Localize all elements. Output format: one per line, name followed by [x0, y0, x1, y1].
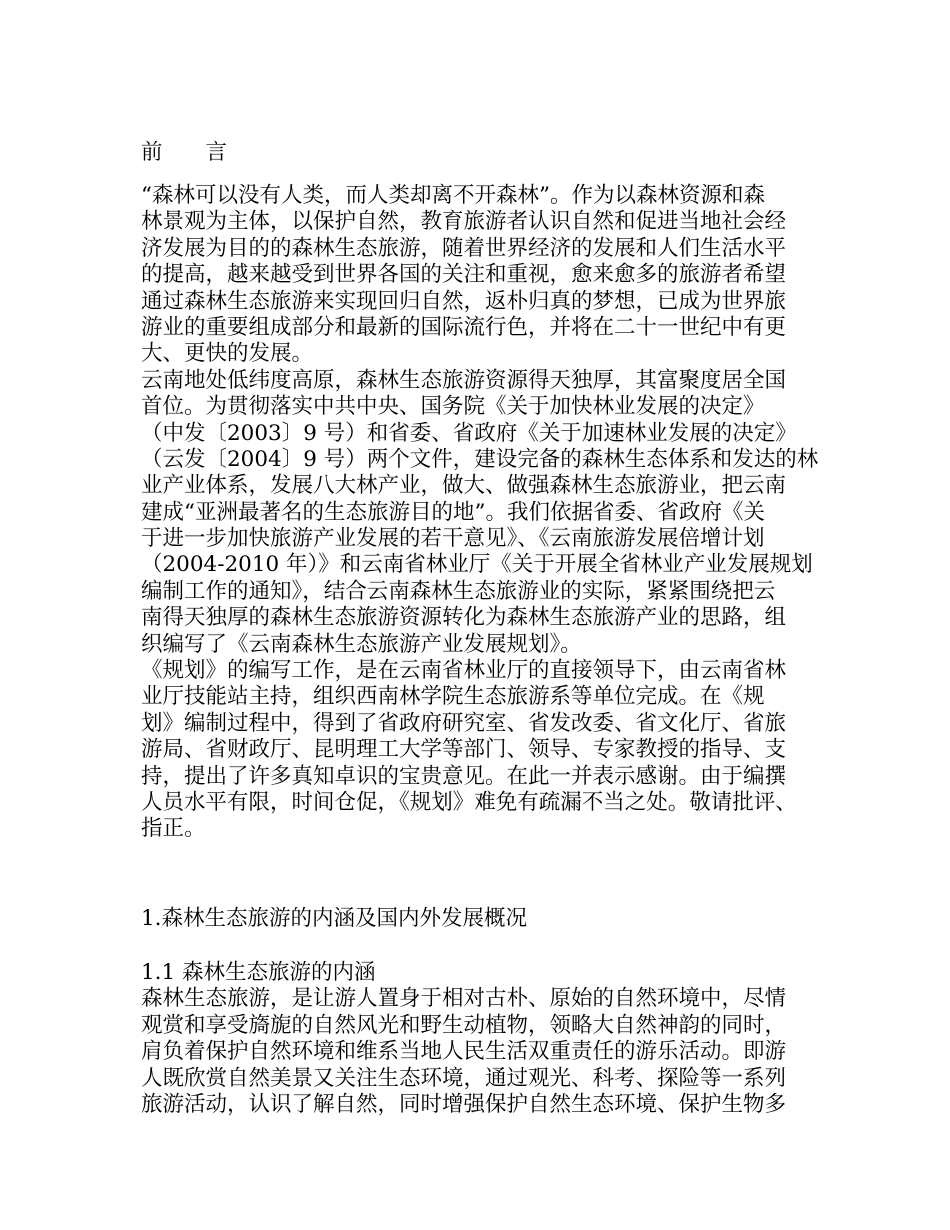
text-line: 人员水平有限，时间仓促，《规划》难免有疏漏不当之处。敬请批评、 — [141, 789, 797, 815]
text-line: 业厅技能站主持，组织西南林学院生态旅游系等单位完成。在《规 — [141, 684, 765, 710]
text-line: 南得天独厚的森林生态旅游资源转化为森林生态旅游产业的思路，组 — [141, 605, 787, 631]
text-line: 持，提出了许多真知卓识的宝贵意见。在此一并表示感谢。由于编撰 — [141, 763, 787, 789]
subsection-title: 1.1 森林生态旅游的内涵 — [141, 960, 376, 985]
text-line: 划》编制过程中，得到了省政府研究室、省发改委、省文化厅、省旅 — [141, 710, 787, 736]
text-line: 织编写了《云南森林生态旅游产业发展规划》。 — [141, 631, 582, 657]
preface-body — [141, 183, 831, 843]
text-line: 游业的重要组成部分和最新的国际流行色，并将在二十一世纪中有更 — [141, 314, 787, 340]
text-line: 观赏和享受旖旎的自然风光和野生动植物，领略大自然神韵的同时， — [141, 1012, 787, 1038]
section-title: 1.森林生态旅游的内涵及国内外发展概况 — [141, 906, 528, 931]
text-line: （云发〔2004〕9 号）两个文件，建设完备的森林生态体系和发达的林 — [141, 446, 819, 472]
subsection-block — [141, 960, 831, 1118]
text-line: 游局、省财政厅、昆明理工大学等部门、领导、专家教授的指导、支 — [141, 737, 787, 763]
text-line: 首位。为贯彻落实中共中央、国务院《关于加快林业发展的决定》 — [141, 394, 765, 420]
text-line: 云南地处低纬度高原，森林生态旅游资源得天独厚，其富聚度居全国 — [141, 367, 787, 393]
text-line: 建成“亚洲最著名的生态旅游目的地”。我们依据省委、省政府《关 — [141, 499, 765, 525]
text-line: 人既欣赏自然美景又关注生态环境，通过观光、科考、探险等一系列 — [141, 1065, 787, 1091]
preface-title: 前 言 — [141, 140, 228, 165]
text-line: 业产业体系，发展八大林产业，做大、做强森林生态旅游业，把云南 — [141, 473, 787, 499]
text-line: “森林可以没有人类，而人类却离不开森林”。作为以森林资源和森 — [141, 183, 765, 208]
text-line: 肩负着保护自然环境和维系当地人民生活双重责任的游乐活动。即游 — [141, 1039, 787, 1065]
text-line: 《规划》的编写工作，是在云南省林业厅的直接领导下，由云南省林 — [141, 658, 787, 684]
text-line: （2004-2010 年）》和云南省林业厅《关于开展全省林业产业发展规划 — [141, 552, 813, 578]
text-line: 的提高，越来越受到世界各国的关注和重视，愈来愈多的旅游者希望 — [141, 262, 787, 288]
text-line: 森林生态旅游，是让游人置身于相对古朴、原始的自然环境中，尽情 — [141, 986, 787, 1012]
text-line: 大、更快的发展。 — [141, 341, 314, 367]
text-line: 指正。 — [141, 816, 206, 842]
text-line: 通过森林生态旅游来实现回归自然，返朴归真的梦想，已成为世界旅 — [141, 288, 787, 314]
text-line: 林景观为主体，以保护自然，教育旅游者认识自然和促进当地社会经 — [141, 209, 787, 235]
text-line: 于进一步加快旅游产业发展的若干意见》、《云南旅游发展倍增计划 — [141, 526, 765, 552]
text-line: （中发〔2003〕9 号）和省委、省政府《关于加速林业发展的决定》 — [141, 420, 797, 446]
text-line: 编制工作的通知》，结合云南森林生态旅游业的实际，紧紧围绕把云 — [141, 578, 776, 604]
text-line: 济发展为目的的森林生态旅游，随着世界经济的发展和人们生活水平 — [141, 235, 787, 261]
text-line: 旅游活动，认识了解自然，同时增强保护自然生态环境、保护生物多 — [141, 1091, 787, 1117]
